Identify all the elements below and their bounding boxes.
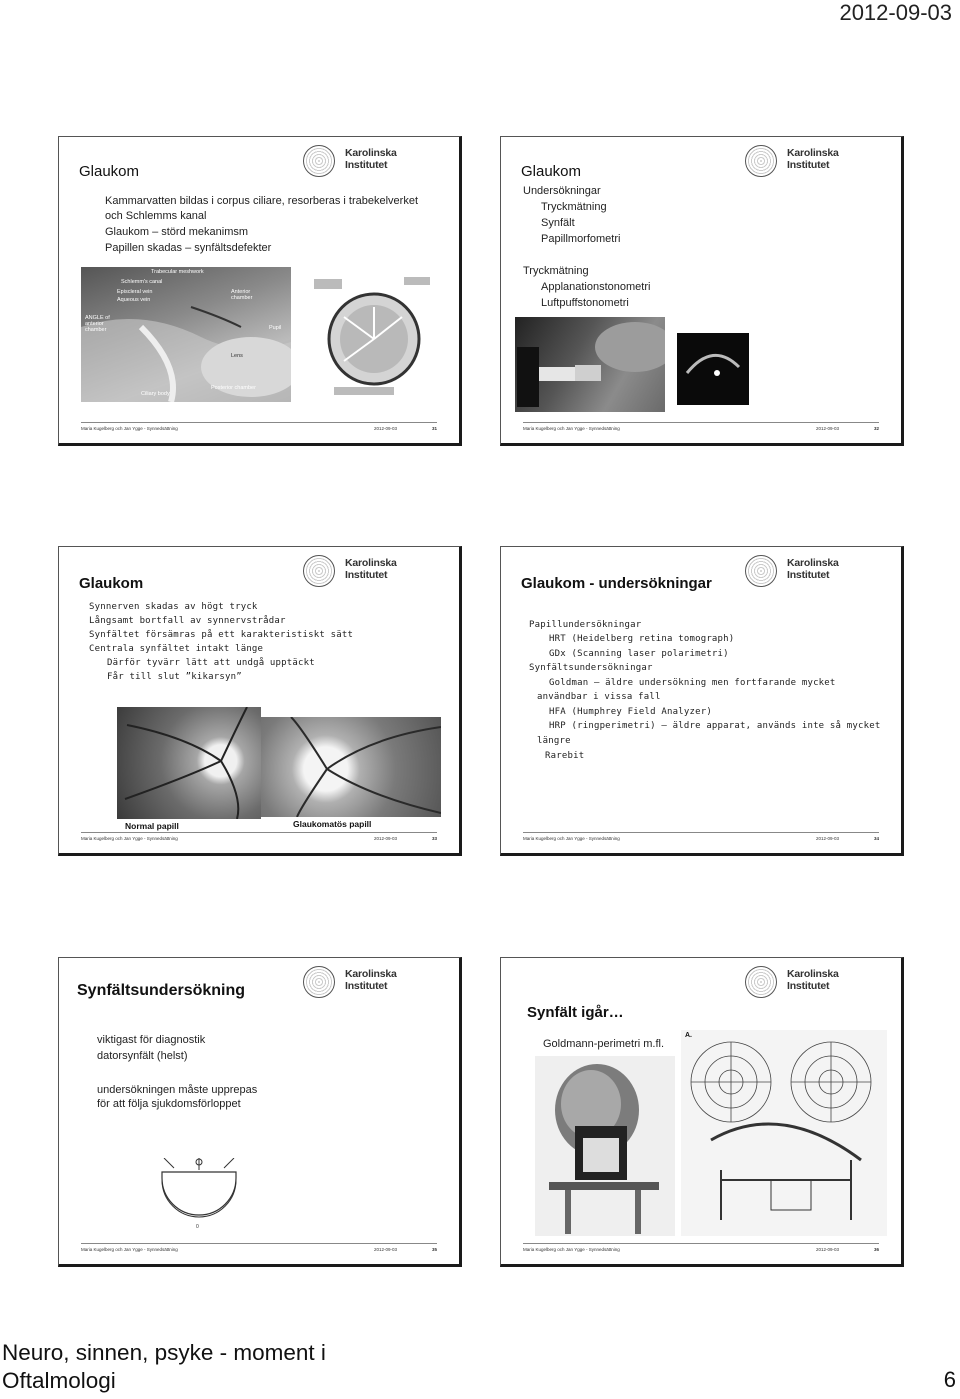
anatomy-label: Trabecular meshwork [151,269,204,275]
karolinska-logo: Karolinska Institutet [737,555,887,589]
slide-line: Synfältsundersökningar [529,663,653,673]
slide-line: Applanationstonometri [541,281,651,293]
perimetry-chart-drawing [681,1030,887,1236]
slide-line: Papillen skadas – synfältsdefekter [105,242,272,254]
slide-31 [58,136,462,446]
slide-line: Får till slut ”kikarsyn” [107,672,242,682]
karolinska-logo: Karolinska Institutet [737,966,887,1000]
anatomy-label: Anterior chamber [231,289,253,301]
eye-anatomy-drawing [81,267,291,402]
slide-line: viktigast för diagnostik [97,1034,206,1046]
page-date: 2012-09-03 [839,0,952,25]
slide-line: undersökningen måste upprepas [97,1084,258,1096]
perimeter-machine-drawing [535,1056,675,1236]
tonometer-drawing [515,317,665,412]
slide-title: Glaukom [79,163,140,180]
slide-line: Rarebit [545,751,585,761]
karolinska-logo: Karolinska Institutet [295,555,445,589]
slide-line: Synfält [541,217,575,229]
eye-drainage-diagram [304,277,444,397]
slide-line: HFA (Humphrey Field Analyzer) [549,707,712,717]
slide-36 [500,957,904,1267]
eye-cross-section-drawing [304,277,444,397]
slide-line: Goldmann-perimetri m.fl. [543,1038,665,1050]
slide-35 [58,957,462,1267]
normal-optic-disc-photo [117,707,261,819]
slide-line: för att följa sjukdomsförloppet [97,1098,241,1110]
slide-title: Glaukom - undersökningar [521,575,712,592]
slide-footer: Maria Kugelberg och Jan Ygge - Synnedsättning 2012-09-03 36 [523,1243,879,1258]
karolinska-logo: Karolinska Institutet [295,145,445,179]
slide-footer: Maria Kugelberg och Jan Ygge - Synnedsättning 2012-09-03 31 [81,422,437,437]
karolinska-seal-icon [303,555,335,587]
karolinska-logo: Karolinska Institutet [737,145,887,179]
document-title: Neuro, sinnen, psyke - moment i Oftalmologi [2,1340,326,1393]
anatomy-label: Aqueous vein [117,297,151,303]
slide-footer: Maria Kugelberg och Jan Ygge - Synnedsättning 2012-09-03 32 [523,422,879,437]
slide-line: Undersökningar [523,185,601,197]
anatomy-label: Episcleral vein [117,289,153,295]
karolinska-seal-icon [745,145,777,177]
slide-line: Papillundersökningar [529,620,642,630]
svg-text:0: 0 [196,1224,199,1230]
slide-line: Kammarvatten bildas i corpus ciliare, resorberas i trabekelverket [105,195,419,207]
karolinska-seal-icon [303,966,335,998]
slide-line: användbar i vissa fall [537,692,661,702]
retina-vessels-drawing [117,707,261,819]
image-caption: Glaukomatös papill [293,819,372,829]
slide-33 [58,546,462,856]
slide-line: Synnerven skadas av högt tryck [89,602,258,612]
cornea-drawing [677,333,749,405]
slide-line: längre [537,736,571,746]
slide-footer: Maria Kugelberg och Jan Ygge - Synnedsättning 2012-09-03 33 [81,832,437,847]
perimeter-hemisphere-drawing [144,1158,254,1230]
slide-line: datorsynfält (helst) [97,1050,188,1062]
slide-line: Synfältet försämras på ett karakteristiskt sätt [89,630,354,640]
slide-line: Därför tyvärr lätt att undgå upptäckt [107,658,315,668]
slide-34 [500,546,904,856]
eye-closeup-photo [677,333,749,405]
slide-title: Glaukom [79,575,144,592]
slide-line: Papillmorfometri [541,233,621,245]
slide-footer: Maria Kugelberg och Jan Ygge - Synnedsättning 2012-09-03 34 [523,832,879,847]
slide-line: HRP (ringperimetri) – äldre apparat, används inte så mycket [549,721,881,731]
anatomy-label: Schlemm's canal [121,279,163,285]
anatomy-label: ANGLE of anterior chamber [85,315,110,333]
visual-field-diagram [144,1158,254,1230]
slide-line: Tryckmätning [523,265,589,277]
historical-perimeter-illustration [681,1030,887,1236]
slide-title: Synfält igår… [527,1004,624,1021]
slide-32 [500,136,904,446]
slide-title: Glaukom [521,163,582,180]
image-caption: Normal papill [125,821,179,831]
karolinska-seal-icon [303,145,335,177]
slide-line: GDx (Scanning laser polarimetri) [549,649,729,659]
tonometry-photo [515,317,665,412]
slide-line: Glaukom – störd mekanimsm [105,226,249,238]
eye-anatomy-image [81,267,291,402]
slide-line: Tryckmätning [541,201,607,213]
goldmann-perimeter-photo [535,1056,675,1236]
anatomy-label: Ciliary body [141,391,170,397]
slide-title: Synfältsundersökning [77,982,246,999]
anatomy-label: Lens [231,353,243,359]
karolinska-seal-icon [745,555,777,587]
page-number: 6 [943,1367,956,1392]
figure-label: A. [685,1032,692,1039]
slide-footer: Maria Kugelberg och Jan Ygge - Synnedsättning 2012-09-03 35 [81,1243,437,1258]
karolinska-logo: Karolinska Institutet [295,966,445,1000]
slide-line: Goldman – äldre undersökning men fortfarande mycket [549,678,836,688]
retina-vessels-drawing [261,717,441,817]
glaucomatous-optic-disc-photo [261,717,441,817]
slide-line: Centrala synfältet intakt länge [89,644,264,654]
slide-line: Luftpuffstonometri [541,297,629,309]
anatomy-label: Pupil [269,325,282,331]
slide-line: och Schlemms kanal [105,210,207,222]
slide-line: HRT (Heidelberg retina tomograph) [549,634,735,644]
karolinska-seal-icon [745,966,777,998]
anatomy-label: Posterior chamber [211,385,256,391]
slide-line: Långsamt bortfall av synnervstrådar [89,616,286,626]
